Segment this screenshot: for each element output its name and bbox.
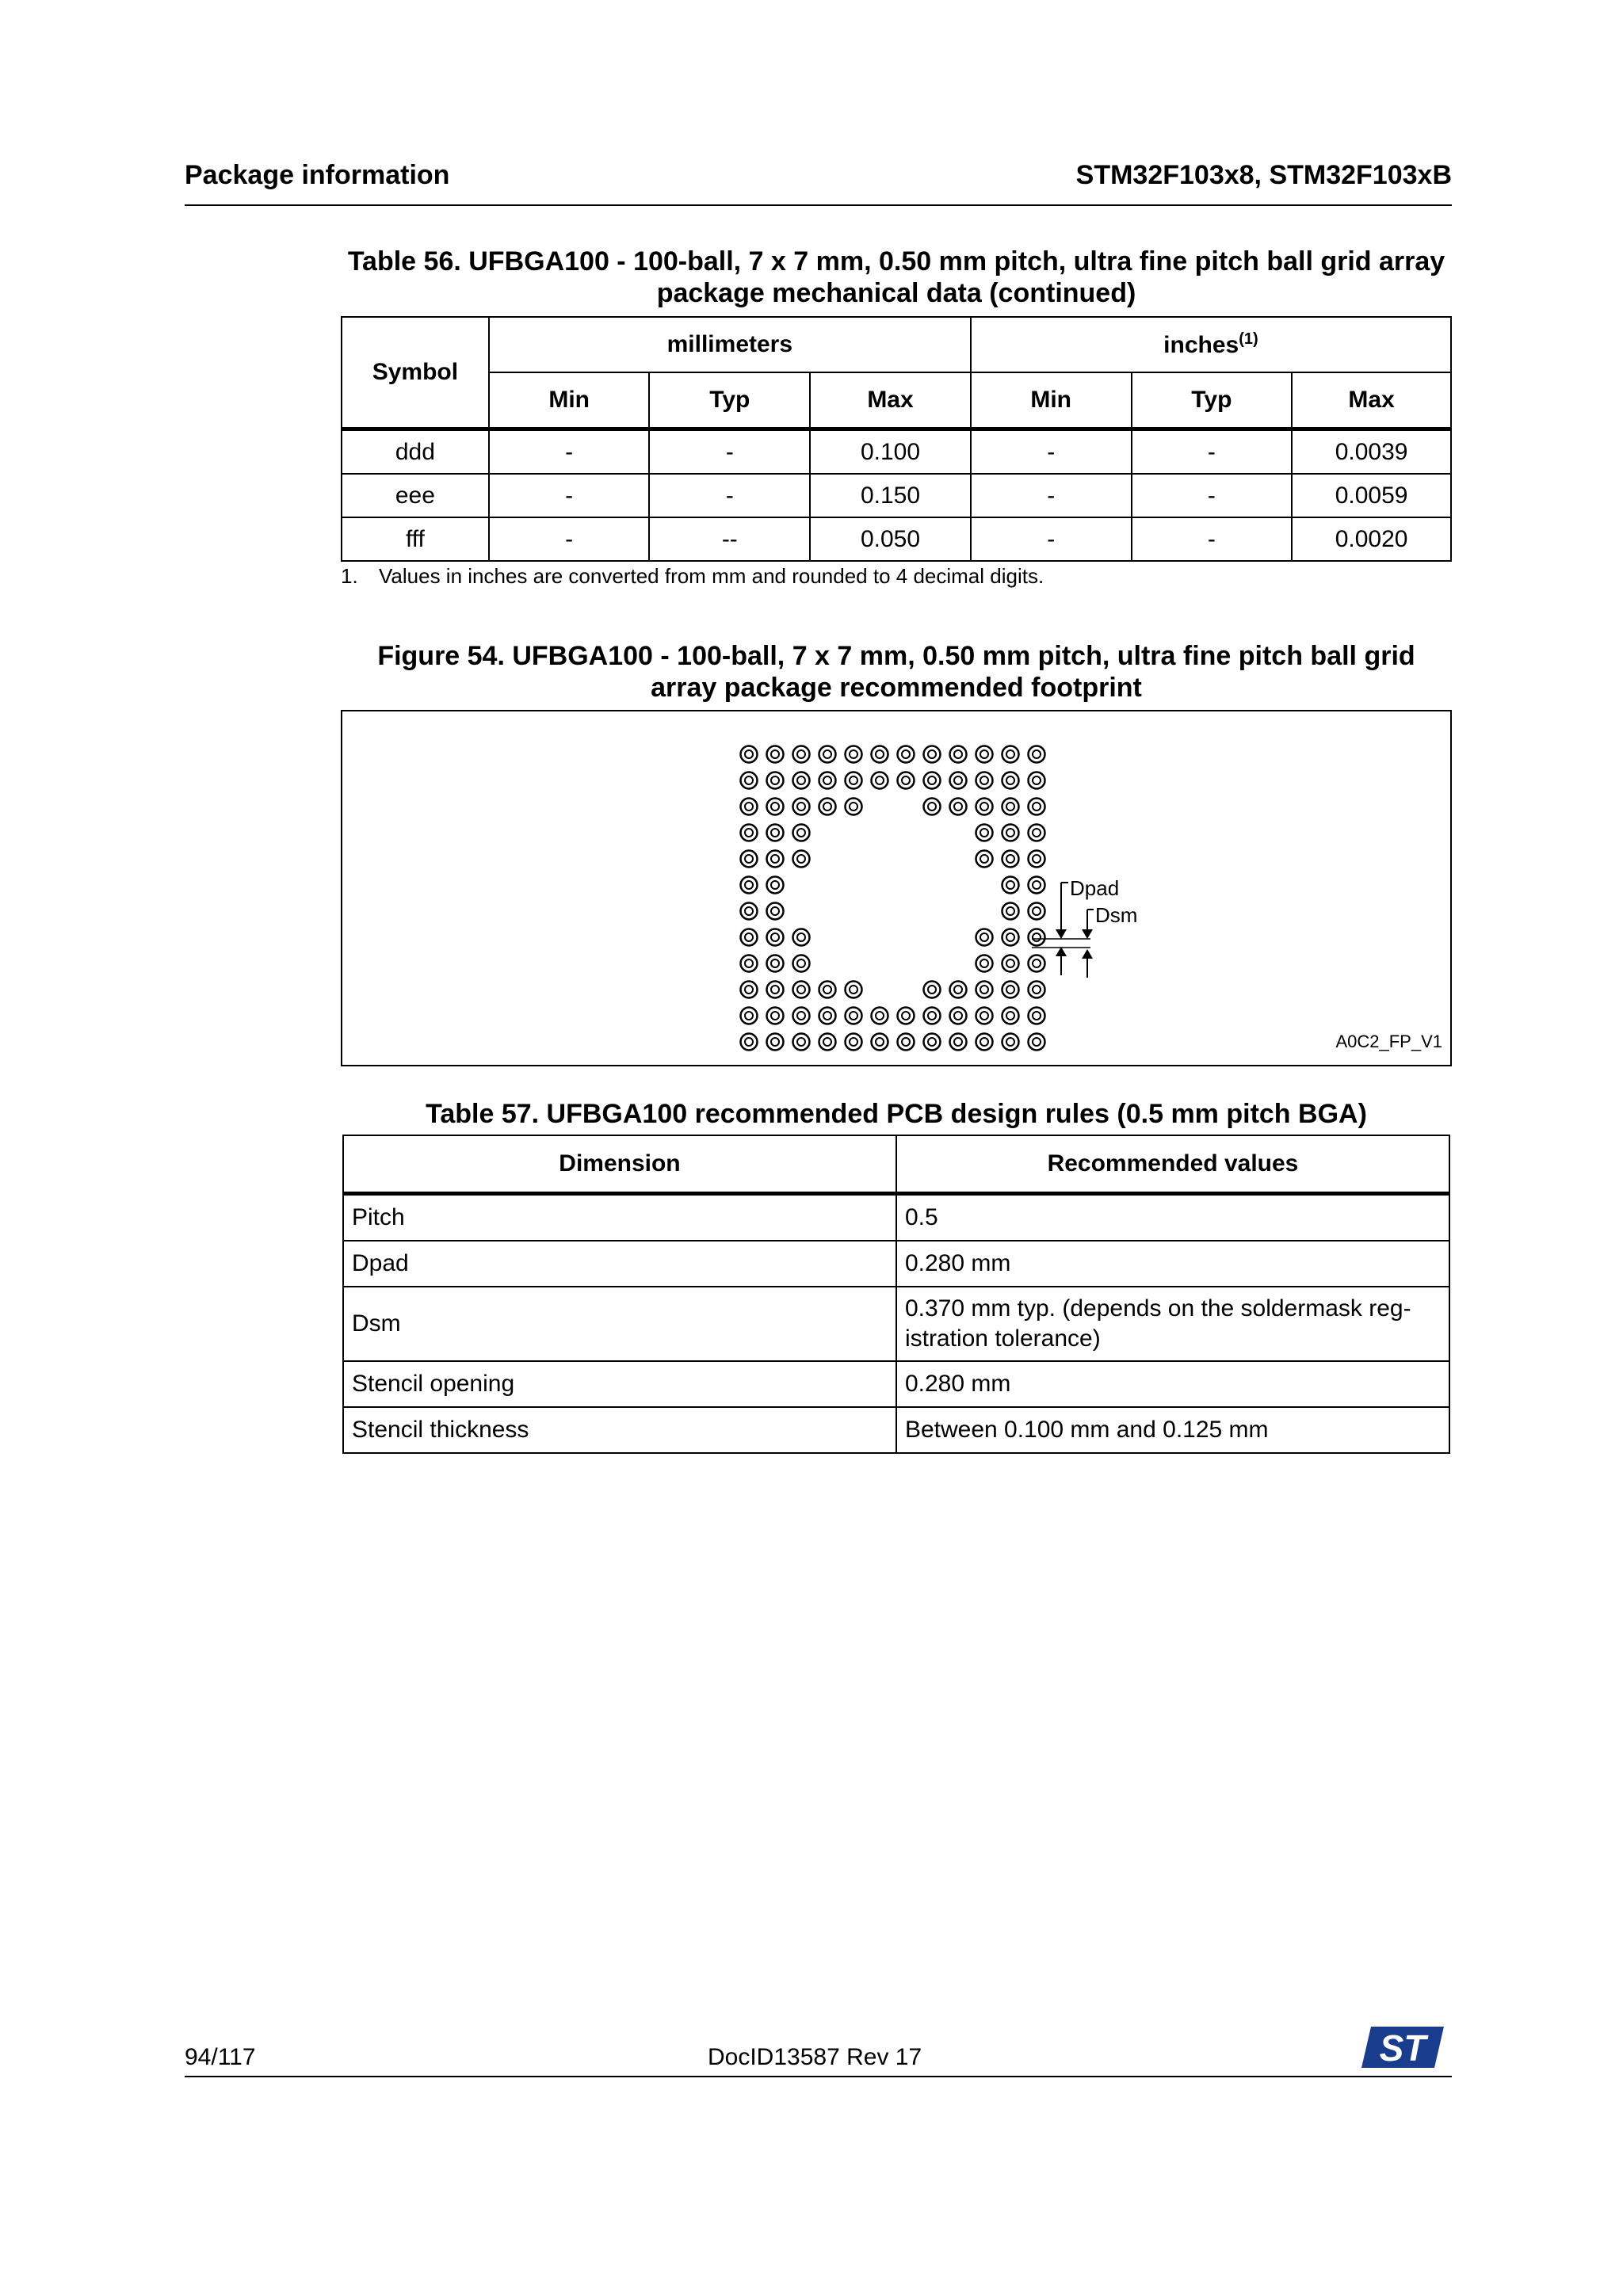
table56-footnote [341,564,1044,589]
ball-pad-inner [928,1012,936,1020]
ball-pad-inner [1006,881,1014,889]
ball-pad-inner [745,907,753,915]
footprint-diagram [342,711,1450,1065]
ball-pad-inner [771,986,779,994]
ball-pad-inner [1033,776,1041,784]
inches-label: inches [1163,332,1239,358]
ball-pad-outer [793,955,810,972]
ball-pad-outer [898,1034,915,1051]
footnote-number: 1. [341,564,358,588]
ball-pad-outer [793,825,810,841]
ball-pad-inner [850,1012,857,1020]
ball-pad-outer [976,982,993,998]
dpad-arrow-down [1056,929,1067,939]
col-dimension: Dimension [343,1135,896,1194]
table56-caption-line2: package mechanical data (continued) [656,278,1136,308]
ball-pad-inner [1006,959,1014,967]
product-title: STM32F103x8, STM32F103xB [1075,160,1452,190]
ball-pad-outer [819,799,836,815]
table56-caption-line1: Table 56. UFBGA100 - 100-ball, 7 x 7 mm, 0.50 mm pitch, ultra fine pitch ball grid array [347,246,1445,277]
ball-pad-inner [745,1012,753,1020]
page-header [185,155,1452,206]
ball-pad-outer [741,746,758,763]
col-symbol: Symbol [342,317,489,429]
cell-symbol: eee [342,474,489,517]
cell: 0.0059 [1292,474,1451,517]
ball-pad-inner [928,986,936,994]
ball-pad-inner [797,1012,805,1020]
col-recommended-values: Recommended values [896,1135,1449,1194]
ball-pad-inner [823,776,831,784]
ball-pad-inner [797,855,805,863]
cell: - [489,474,650,517]
cell: 0.0020 [1292,517,1451,561]
cell: - [971,429,1132,475]
dpad-arrow-up [1056,947,1067,956]
ball-pad-outer [767,746,784,763]
ball-pad-outer [767,772,784,789]
figure54-box [341,710,1452,1066]
ball-pad-outer [976,1008,993,1024]
ball-pad-outer [924,982,941,998]
ball-pad-inner [1006,803,1014,810]
subcol-mm-max: Max [810,372,971,429]
ball-pad-outer [1029,877,1045,894]
cell: - [649,474,810,517]
ball-pad-outer [924,799,941,815]
ball-pad-inner [745,803,753,810]
cell: - [971,517,1132,561]
figure54-caption-line2: array package recommended footprint [651,673,1142,703]
ball-pad-inner [980,776,988,784]
ball-pad-inner [954,803,962,810]
cell: -- [649,517,810,561]
subcol-in-min: Min [971,372,1132,429]
ball-pad-outer [1029,982,1045,998]
ball-pad-inner [980,855,988,863]
ball-pad-outer [846,772,862,789]
ball-pad-outer [793,1034,810,1051]
ball-pad-outer [767,955,784,972]
ball-pad-inner [902,1038,910,1046]
cell-value: 0.280 mm [896,1241,1449,1287]
table-row [343,1287,1449,1361]
ball-pad-inner [876,1012,884,1020]
ball-pad-inner [980,1012,988,1020]
ball-pad-inner [745,776,753,784]
ball-pad-inner [1033,829,1041,837]
ball-pad-inner [1006,986,1014,994]
table-row [342,474,1451,517]
ball-pad-inner [771,855,779,863]
ball-pad-inner [745,881,753,889]
ball-pad-inner [876,1038,884,1046]
ball-pad-outer [767,825,784,841]
ball-pad-inner [823,1012,831,1020]
table-row [342,517,1451,561]
cell: - [489,429,650,475]
ball-pad-inner [1033,1038,1041,1046]
ball-grid [741,746,1045,1051]
ball-pad-outer [1029,746,1045,763]
ball-pad-inner [928,1038,936,1046]
ball-pad-inner [745,959,753,967]
cell: - [1132,474,1293,517]
cell: 0.150 [810,474,971,517]
ball-pad-outer [741,903,758,920]
ball-pad-inner [771,933,779,941]
ball-pad-outer [924,746,941,763]
doc-id: DocID13587 Rev 17 [708,2044,922,2070]
ball-pad-outer [1029,1008,1045,1024]
ball-pad-outer [819,1034,836,1051]
ball-pad-inner [797,1038,805,1046]
table-row [343,1407,1449,1453]
ball-pad-outer [1002,851,1019,868]
ball-pad-inner [980,803,988,810]
subcol-mm-typ: Typ [649,372,810,429]
table-row [343,1194,1449,1241]
ball-pad-outer [924,1008,941,1024]
ball-pad-outer [767,982,784,998]
ball-pad-outer [846,1034,862,1051]
ball-pad-outer [793,799,810,815]
ball-pad-outer [1029,825,1045,841]
ball-pad-inner [745,855,753,863]
ball-pad-outer [872,1034,888,1051]
ball-pad-inner [954,986,962,994]
ball-pad-inner [980,750,988,758]
st-logo-icon [1358,2023,1445,2071]
ball-pad-inner [1033,959,1041,967]
ball-pad-inner [823,986,831,994]
ball-pad-inner [1033,803,1041,810]
ball-pad-outer [976,746,993,763]
dsm-arrow-up [1082,949,1093,959]
cell-value: 0.280 mm [896,1361,1449,1407]
ball-pad-inner [928,803,936,810]
ball-pad-outer [976,1034,993,1051]
ball-pad-inner [1006,907,1014,915]
cell-dimension: Dpad [343,1241,896,1287]
ball-pad-outer [1002,877,1019,894]
ball-pad-inner [745,750,753,758]
ball-pad-inner [797,959,805,967]
table-row [343,1361,1449,1407]
ball-pad-inner [797,933,805,941]
ball-pad-inner [771,1012,779,1020]
cell-symbol: ddd [342,429,489,475]
ball-pad-outer [741,877,758,894]
ball-pad-outer [898,772,915,789]
ball-pad-outer [976,929,993,946]
ball-pad-outer [1002,1008,1019,1024]
ball-pad-outer [1002,772,1019,789]
dpad-label: Dpad [1070,876,1120,900]
subcol-mm-min: Min [489,372,650,429]
table56-caption [341,246,1452,309]
footnote-text: Values in inches are converted from mm and rounded to 4 decimal digits. [379,564,1044,588]
ball-pad-outer [793,929,810,946]
cell-value: 0.5 [896,1194,1449,1241]
ball-pad-inner [1006,855,1014,863]
ball-pad-inner [771,776,779,784]
ball-pad-outer [819,982,836,998]
ball-pad-inner [954,1012,962,1020]
cell-value [896,1287,1449,1361]
ball-pad-inner [1033,855,1041,863]
ball-pad-inner [850,776,857,784]
ball-pad-outer [872,1008,888,1024]
cell: - [1132,517,1293,561]
ball-pad-outer [767,1034,784,1051]
ball-pad-outer [1029,1034,1045,1051]
ball-pad-inner [797,776,805,784]
ball-pad-inner [1033,933,1041,941]
ball-pad-inner [1033,907,1041,915]
ball-pad-inner [928,776,936,784]
figure54-caption [341,640,1452,704]
ball-pad-outer [950,1034,967,1051]
ball-pad-inner [902,1012,910,1020]
ball-pad-outer [741,825,758,841]
ball-pad-outer [846,1008,862,1024]
ball-pad-outer [950,799,967,815]
ball-pad-outer [767,1008,784,1024]
dsm-arrow-down [1082,929,1093,939]
ball-pad-outer [1029,851,1045,868]
ball-pad-outer [767,799,784,815]
ball-pad-outer [741,772,758,789]
page-footer [185,2027,1452,2077]
ball-pad-inner [954,776,962,784]
ball-pad-inner [1006,1012,1014,1020]
ball-pad-inner [980,959,988,967]
ball-pad-outer [950,1008,967,1024]
ball-pad-outer [976,772,993,789]
ball-pad-inner [980,933,988,941]
ball-pad-outer [741,1008,758,1024]
ball-pad-outer [1029,929,1045,946]
ball-pad-outer [846,982,862,998]
table-row [343,1241,1449,1287]
figure54-caption-line1: Figure 54. UFBGA100 - 100-ball, 7 x 7 mm, 0.50 mm pitch, ultra fine pitch ball grid [377,641,1415,671]
ball-pad-inner [1033,750,1041,758]
ball-pad-inner [771,803,779,810]
cell: - [489,517,650,561]
cell: 0.100 [810,429,971,475]
cell: - [649,429,810,475]
ball-pad-inner [771,750,779,758]
ball-pad-outer [1002,982,1019,998]
ball-pad-outer [793,746,810,763]
ball-pad-inner [823,750,831,758]
ball-pad-outer [898,746,915,763]
ball-pad-inner [1033,1012,1041,1020]
cell: 0.0039 [1292,429,1451,475]
ball-pad-outer [741,929,758,946]
ball-pad-inner [797,803,805,810]
ball-pad-outer [1002,1034,1019,1051]
ball-pad-outer [1029,903,1045,920]
ball-pad-inner [771,907,779,915]
cell-dimension: Stencil opening [343,1361,896,1407]
ball-pad-outer [976,799,993,815]
ball-pad-inner [850,750,857,758]
ball-pad-outer [846,746,862,763]
ball-pad-inner [797,986,805,994]
table57 [342,1135,1450,1454]
ball-pad-inner [928,750,936,758]
figure-id: A0C2_FP_V1 [1335,1032,1442,1051]
cell: - [971,474,1132,517]
ball-pad-outer [741,955,758,972]
ball-pad-outer [924,1034,941,1051]
cell-value-line1: 0.370 mm typ. (depends on the soldermask reg- [904,1295,1411,1322]
cell-value-line2: istration tolerance) [904,1325,1101,1352]
ball-pad-inner [771,881,779,889]
ball-pad-inner [771,959,779,967]
ball-pad-inner [1033,881,1041,889]
cell-value: Between 0.100 mm and 0.125 mm [896,1407,1449,1453]
ball-pad-inner [771,1038,779,1046]
ball-pad-outer [1002,825,1019,841]
ball-pad-inner [1006,933,1014,941]
ball-pad-outer [793,982,810,998]
col-group-millimeters: millimeters [489,317,971,372]
ball-pad-outer [767,929,784,946]
ball-pad-inner [902,776,910,784]
ball-pad-outer [872,772,888,789]
page-number: 94/117 [185,2044,256,2070]
ball-pad-inner [745,829,753,837]
ball-pad-outer [741,1034,758,1051]
ball-pad-inner [797,750,805,758]
ball-pad-outer [1002,929,1019,946]
ball-pad-outer [976,955,993,972]
ball-pad-inner [954,750,962,758]
ball-pad-outer [819,1008,836,1024]
ball-pad-outer [976,851,993,868]
ball-pad-outer [767,877,784,894]
ball-pad-inner [902,750,910,758]
ball-pad-outer [1002,955,1019,972]
ball-pad-outer [741,982,758,998]
table56 [341,316,1452,562]
ball-pad-outer [1002,799,1019,815]
ball-pad-outer [898,1008,915,1024]
ball-pad-outer [950,982,967,998]
ball-pad-inner [1033,986,1041,994]
section-title: Package information [185,160,450,190]
ball-pad-outer [1029,955,1045,972]
ball-pad-inner [1006,1038,1014,1046]
ball-pad-inner [850,1038,857,1046]
ball-pad-outer [846,799,862,815]
cell-dimension: Stencil thickness [343,1407,896,1453]
ball-pad-outer [1029,799,1045,815]
ball-pad-inner [980,1038,988,1046]
ball-pad-outer [793,851,810,868]
ball-pad-outer [1002,746,1019,763]
svg-text:ST: ST [1379,2027,1426,2069]
ball-pad-inner [980,829,988,837]
ball-pad-inner [1006,750,1014,758]
table-row [342,429,1451,475]
subcol-in-typ: Typ [1132,372,1293,429]
ball-pad-outer [976,825,993,841]
ball-pad-inner [980,986,988,994]
ball-pad-inner [823,1038,831,1046]
ball-pad-inner [745,933,753,941]
cell: - [1132,429,1293,475]
ball-pad-outer [1002,903,1019,920]
ball-pad-outer [767,851,784,868]
ball-pad-outer [1029,772,1045,789]
ball-pad-outer [872,746,888,763]
ball-pad-outer [819,772,836,789]
ball-pad-inner [850,986,857,994]
ball-pad-outer [767,903,784,920]
table57-caption: Table 57. UFBGA100 recommended PCB design rules (0.5 mm pitch BGA) [426,1099,1367,1129]
ball-pad-inner [797,829,805,837]
ball-pad-inner [1006,776,1014,784]
ball-pad-outer [741,851,758,868]
ball-pad-outer [793,772,810,789]
ball-pad-inner [771,829,779,837]
cell-symbol: fff [342,517,489,561]
ball-pad-outer [819,746,836,763]
ball-pad-inner [850,803,857,810]
cell-dimension: Pitch [343,1194,896,1241]
ball-pad-inner [745,986,753,994]
ball-pad-inner [1006,829,1014,837]
subcol-in-max: Max [1292,372,1451,429]
ball-pad-outer [741,799,758,815]
col-group-inches [971,317,1451,372]
ball-pad-inner [823,803,831,810]
ball-pad-inner [876,776,884,784]
ball-pad-outer [793,1008,810,1024]
ball-pad-outer [950,746,967,763]
inches-footnote-ref: (1) [1239,330,1258,348]
ball-pad-inner [954,1038,962,1046]
dsm-label: Dsm [1095,903,1138,927]
cell-dimension: Dsm [343,1287,896,1361]
ball-pad-outer [950,772,967,789]
ball-pad-outer [924,772,941,789]
ball-pad-inner [876,750,884,758]
ball-pad-inner [745,1038,753,1046]
cell: 0.050 [810,517,971,561]
